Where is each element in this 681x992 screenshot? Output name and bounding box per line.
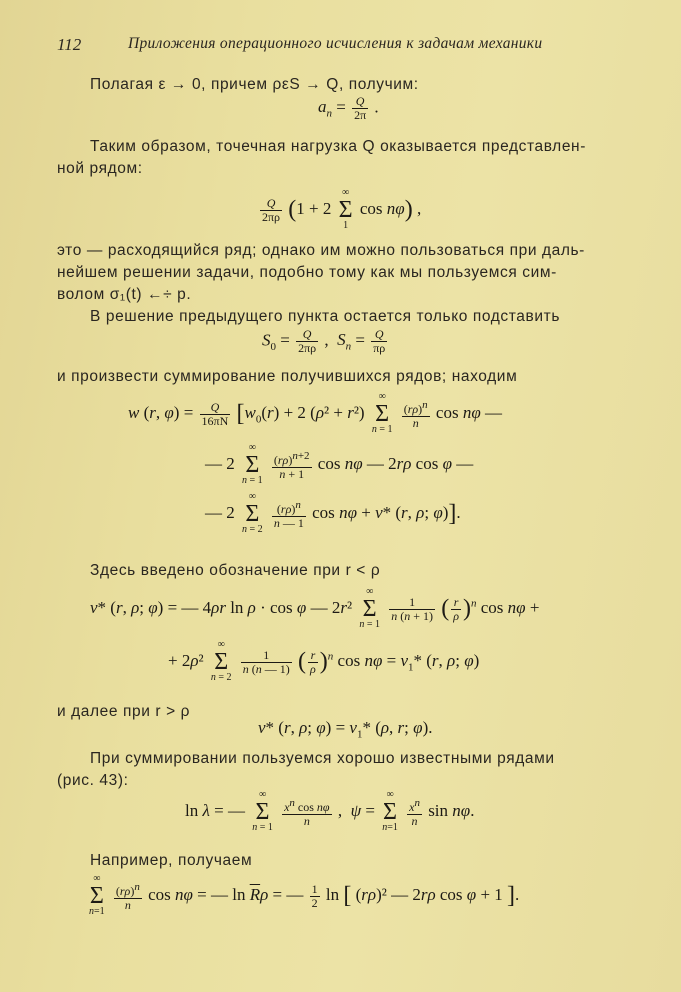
equation-5-line-2: + 2ρ² ∞ Σ n = 2 $\frac{1}{n (n — 1)}$ ( $\frac{r}{\rho}$ )$^n$ $\cos n\varphi = v_1*$ (r, ρ; φ)	[168, 639, 480, 683]
paragraph-8-line-1: При суммировании пользуемся хорошо известными рядами	[90, 750, 555, 767]
equation-2: $\frac{Q}{2\pi\rho}$ (1 + 2 ∞ Σ 1 cos nφ) ,	[262, 187, 422, 231]
equation-8: ∞ Σ n=1 $\frac{(r\rho)^n}{n}$ cos nφ = — $\ln \overline{R}\rho$ = — $\frac{1}{2}$ ln [ (rρ)² — 2rρ cos φ + 1 ].	[89, 873, 520, 917]
page-number: 112	[57, 35, 82, 54]
paragraph-3-line-1: это — расходящийся ряд; однако им можно пользоваться при даль-	[57, 242, 585, 259]
paragraph-6: Здесь введено обозначение при r < ρ	[90, 562, 381, 579]
equation-7: ln λ = — ∞ Σ n = 1 $\frac{x^n \cos n\varphi}{n}$ , ψ = ∞ Σ n=1 $\frac{x^n}{n}$ sin nφ.	[185, 789, 475, 833]
paragraph-7: и далее при r > ρ	[57, 703, 191, 720]
paragraph-8-line-2: (рис. 43):	[57, 772, 129, 789]
equation-1: $a_n$ = $\frac{Q}{2\pi}$ .	[318, 94, 379, 122]
equation-4-line-1: w (r, φ) = $\frac{Q}{16\pi N}$ [$w_0(r) + 2$ (ρ² + r²) ∞ Σ n = 1 $\frac{(r\rho)^n}{n}$ cos nφ —	[128, 391, 502, 435]
paragraph-1: Полагая ε → 0, причем ρεS → Q, получим:	[90, 76, 419, 93]
paragraph-4: В решение предыдущего пункта остается только подставить	[90, 308, 560, 325]
equation-4-line-3: — 2 ∞ Σ n = 2 $\frac{(r\rho)^n}{n — 1}$ cos nφ + v* (r, ρ; φ)].	[205, 491, 461, 535]
paragraph-3-line-3: волом σ₁(t) ←÷ p.	[57, 286, 192, 303]
paragraph-3-line-2: нейшем решении задачи, подобно тому как мы пользуемся сим-	[57, 264, 557, 281]
running-title: Приложения операционного исчисления к задачам механики	[128, 35, 543, 52]
equation-4-line-2: — 2 ∞ Σ n = 1 $\frac{(r\rho)^{n+2}}{n + 1}$ cos nφ — 2rρ cos φ —	[205, 442, 474, 486]
equation-5-line-1: v* (r, ρ; φ) = — 4ρr ln ρ · cos φ — 2r² ∞ Σ n = 1 $\frac{1}{n (n + 1)}$ ( $\frac{r}{\rho}$ )$^n$ cos nφ +	[90, 586, 540, 630]
equation-6: v* (r, ρ; $\varphi) = v_1*$ (ρ, r; φ).	[258, 718, 433, 741]
paragraph-2-line-2: ной рядом:	[57, 160, 143, 177]
paragraph-5: и произвести суммирование получившихся рядов; находим	[57, 368, 518, 385]
paragraph-9: Например, получаем	[90, 852, 253, 869]
equation-3: $S_0$ = $\frac{Q}{2\pi\rho}$ , $S_n$ = $\frac{Q}{\pi\rho}$	[262, 327, 386, 355]
paragraph-2-line-1: Таким образом, точечная нагрузка Q оказывается представлен-	[90, 138, 586, 155]
